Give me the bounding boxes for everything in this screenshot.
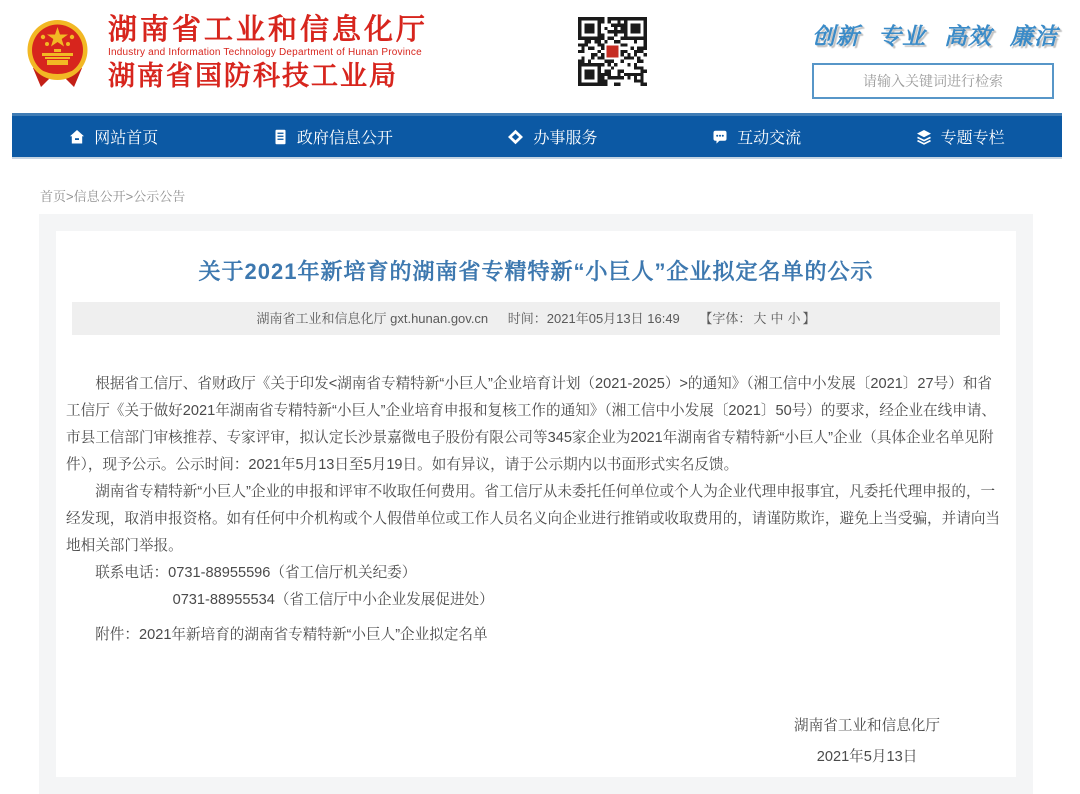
font-size-small-button[interactable]: 小: [787, 311, 801, 326]
signature-inner: [794, 711, 940, 773]
signature-org: 湖南省工业和信息化厅: [794, 718, 940, 734]
nav-label: 办事服务: [533, 130, 598, 147]
contact-line-1: 联系电话：0731-88955596（省工信厅机关纪委）: [95, 565, 417, 581]
site-title-block: [108, 14, 428, 92]
breadcrumb: [40, 186, 185, 205]
national-emblem-icon: [25, 13, 90, 92]
breadcrumb-home[interactable]: 首页: [40, 189, 67, 204]
breadcrumb-separator: >: [66, 189, 74, 204]
article-body: [66, 335, 1006, 773]
meta-font-control: [699, 311, 815, 326]
search-input[interactable]: [812, 63, 1054, 99]
meta-time: 时间：2021年05月13日 16:49: [507, 311, 680, 326]
nav-label: 互动交流: [737, 130, 802, 147]
org-title-english: Industry and Information Technology Department of Hunan Province: [108, 47, 422, 58]
breadcrumb-info[interactable]: 信息公开: [73, 189, 126, 204]
nav-label: 政府信息公开: [296, 130, 393, 147]
slogan-word: 高效: [944, 23, 992, 49]
article-meta-bar: [72, 302, 1000, 335]
document-icon: [273, 129, 288, 145]
nav-item-home[interactable]: [69, 125, 158, 148]
paragraph-2: 湖南省专精特新“小巨人”企业的申报和评审不收取任何费用。省工信厅从未委托任何单位或个人为企业代理申报事宜，凡委托代理申报的，一经发现，取消申报资格。如有任何中介机构或个人假借单位或工作人员名义向企业进行推销或收取费用的，请谨防欺诈，避免上当受骗，并请向当地相关部门举报。: [66, 484, 1001, 554]
font-size-medium-button[interactable]: 中: [770, 311, 784, 326]
article-card: [39, 214, 1033, 794]
nav-item-topics[interactable]: [916, 125, 1005, 148]
meta-font-suffix: 】: [802, 311, 816, 326]
meta-source: 湖南省工业和信息化厅 gxt.hunan.gov.cn: [256, 311, 489, 326]
contact-line-2: 0731-88955534（省工信厅中小企业发展促进处）: [172, 592, 494, 608]
attachment-line: [66, 622, 1006, 649]
article-card-inner: [56, 231, 1016, 777]
nav-item-gov-info[interactable]: [273, 125, 393, 148]
home-icon: [69, 129, 85, 145]
nav-item-interaction[interactable]: [712, 125, 801, 148]
main-nav: [12, 113, 1062, 159]
slogan: [812, 18, 1058, 51]
slogan-word: 创新: [812, 23, 860, 49]
attachment-link[interactable]: 附件：2021年新培育的湖南省专精特新“小巨人”企业拟定名单: [95, 627, 488, 643]
slogan-word: 廉洁: [1010, 23, 1058, 49]
org-title-line2: 湖南省国防科技工业局: [108, 61, 398, 91]
signature-block: [66, 711, 1006, 773]
header-right: [812, 18, 1058, 99]
layers-icon: [916, 129, 932, 145]
paragraph-1: 根据省工信厅、省财政厅《关于印发<湖南省专精特新“小巨人”企业培育计划（2021-2025）>的通知》（湘工信中小发展〔2021〕27号）和省工信厅《关于做好2021年湖南省专精特新“小巨人”企业培育申报和复核工作的通知》（湘工信中小发展〔2021〕50号）的要求，经企业在线申请、市县工信部门审核推荐、专家评审，拟认定长沙景嘉微电子股份有限公司等345家企业为2021年湖南省专精特新“小巨人”企业（具体企业名单见附件），现予公示。公示时间：2021年5月13日至5月19日。如有异议，请于公示期内以书面形式实名反馈。: [66, 376, 997, 473]
nav-item-services[interactable]: [507, 125, 597, 148]
article-title: 关于2021年新培育的湖南省专精特新“小巨人”企业拟定名单的公示: [198, 259, 874, 284]
font-size-large-button[interactable]: 大: [753, 311, 767, 326]
qr-code: [578, 13, 647, 90]
meta-font-prefix: 【字体：: [699, 311, 752, 326]
breadcrumb-notices[interactable]: 公示公告: [133, 189, 186, 204]
slogan-word: 专业: [878, 23, 926, 49]
nav-label: 专题专栏: [940, 130, 1005, 147]
nav-label: 网站首页: [94, 130, 159, 147]
services-icon: [507, 129, 524, 145]
signature-date: 2021年5月13日: [816, 749, 918, 765]
site-header: [0, 0, 1080, 113]
chat-icon: [712, 129, 728, 145]
org-title-line1: 湖南省工业和信息化厅: [108, 14, 429, 46]
breadcrumb-separator: >: [125, 189, 134, 204]
